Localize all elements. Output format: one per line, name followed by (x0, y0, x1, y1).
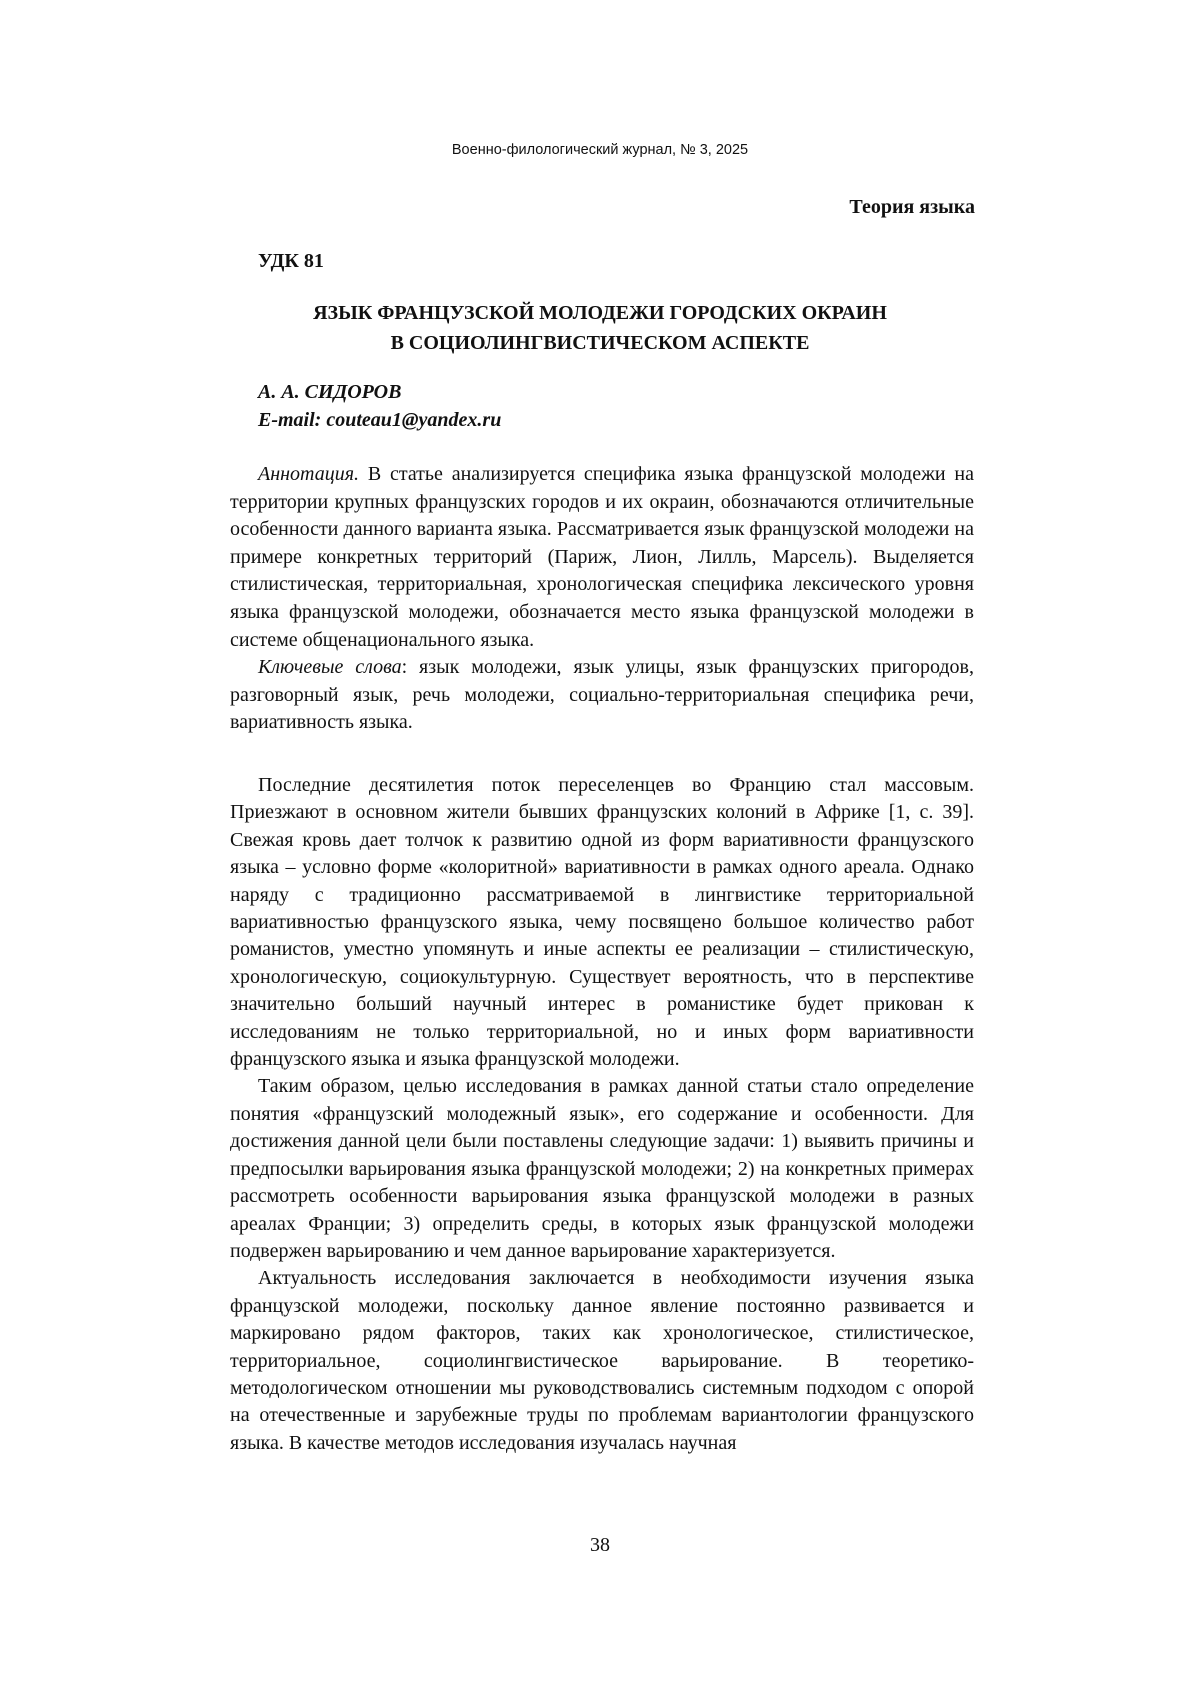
article-title-line-2: В СОЦИОЛИНГВИСТИЧЕСКОМ АСПЕКТЕ (390, 332, 810, 354)
article-body (230, 772, 974, 1457)
udk-code: УДК 81 (258, 250, 324, 272)
page-number: 38 (590, 1534, 610, 1556)
body-paragraph-3: Актуальность исследования заключается в необходимости изучения языка французской молодежи, поскольку данное явление постоянно развивается и маркировано рядом факторов, таких как хронологическое, стилистическое, территориальное, социолингвистическое варьирование. В теоретико-методологическом отношении мы руководствовались системным подходом с опорой на отечественные и зарубежные труды по проблемам вариантологии французского языка. В качестве методов исследования изучалась научная (230, 1267, 974, 1454)
author-block (258, 378, 501, 434)
body-paragraph-2: Таким образом, целью исследования в рамках данной статьи стало определение понятия «французский молодежный язык», его содержание и особенности. Для достижения данной цели были поставлены следующие задачи: 1) выявить причины и предпосылки варьирования языка французской молодежи; 2) на конкретных примерах рассмотреть особенности варьирования языка французской молодежи в разных ареалах Франции; 3) определить среды, в которых язык французской молодежи подвержен варьированию и чем данное варьирование характеризуется. (230, 1075, 974, 1262)
author-name: А. А. СИДОРОВ (258, 381, 402, 403)
keywords-label: Ключевые слова (258, 656, 402, 679)
body-paragraph-1: Последние десятилетия поток переселенцев во Францию стал массовым. Приезжают в основном жители бывших французских колоний в Африке [1, с. 39]. Свежая кровь дает толчок к развитию одной из форм вариативности французского языка – условно форме «колоритной» вариативности в рамках одного ареала. Однако наряду с традиционно рассматриваемой в лингвистике территориальной вариативностью французского языка, чему посвящено большое количество работ романистов, уместно упомянуть и иные аспекты ее реализации – стилистическую, хронологическую, социокультурную. Существует вероятность, что в перспективе значительно больший научный интерес в романистике будет прикован к исследованиям не только территориальной, но и иных форм вариативности французского языка и языка французской молодежи. (230, 774, 974, 1071)
section-label: Теория языка (849, 196, 975, 218)
keywords-paragraph (230, 654, 974, 737)
keywords-text: : язык молодежи, язык улицы, язык французских пригородов, разговорный язык, речь молодежи, социально-территориальная специфика речи, вариативность языка. (230, 656, 974, 734)
journal-header: Военно-филологический журнал, № 3, 2025 (451, 142, 749, 158)
annotation-label: Аннотация. (258, 463, 360, 485)
article-title (0, 298, 1200, 358)
article-title-line-1: ЯЗЫК ФРАНЦУЗСКОЙ МОЛОДЕЖИ ГОРОДСКИХ ОКРАИН (313, 302, 887, 324)
annotation-paragraph (230, 461, 974, 654)
annotation-block (230, 461, 974, 737)
annotation-text: В статье анализируется специфика языка французской молодежи на территории крупных французских городов и их окраин, обозначаются отличительные особенности данного варианта языка. Рассматривается язык французской молодежи на примере конкретных территорий (Париж, Лион, Лилль, Марсель). Выделяется стилистическая, территориальная, хронологическая специфика лексического уровня языка французской молодежи, обозначается место языка французской молодежи в системе общенационального языка. (230, 463, 974, 651)
author-email: E-mail: couteau1@yandex.ru (258, 409, 502, 431)
